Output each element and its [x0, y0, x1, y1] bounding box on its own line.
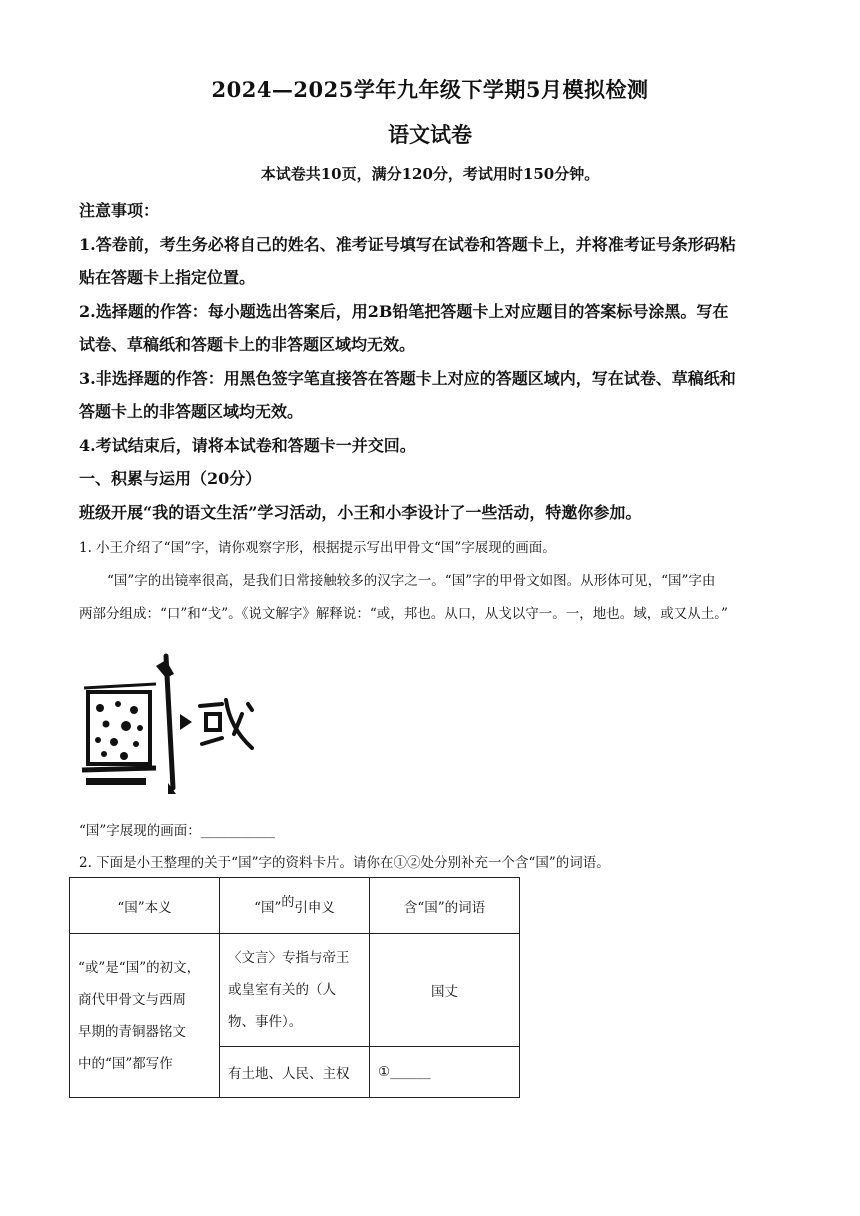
- extended-meaning-1-line-2: 或皇室有关的（人: [228, 982, 336, 998]
- original-meaning-line-3: 早期的青铜器铭文: [78, 1023, 186, 1040]
- header-extended-part-sup: 的: [281, 894, 295, 910]
- extended-meaning-1-line-3: 物、事件）。: [228, 1014, 303, 1030]
- header-original-meaning: “国”本义: [70, 878, 220, 934]
- exam-subtitle: 语文试卷: [388, 122, 472, 147]
- activity-intro: 班级开展“我的语文生活”学习活动，小王和小李设计了一些活动，特邀你参加。: [79, 503, 642, 522]
- original-meaning-cell: [70, 934, 220, 1098]
- question-1-answer-label: “国”字展现的画面：___________: [79, 823, 276, 839]
- original-meaning-line-1: “或”是“国”的初文，: [78, 959, 201, 976]
- exam-title: 2024—2025学年九年级下学期5月模拟检测: [211, 77, 649, 102]
- notice-item-1-line-2: 贴在答题卡上指定位置。: [79, 268, 256, 287]
- notice-item-1-line-1: 1.答卷前，考生务必将自己的姓名、准考证号填写在试卷和答题卡上，并将准考证号条形码粘: [79, 235, 736, 254]
- notice-item-2-line-2: 试卷、草稿纸和答题卡上的非答题区域均无效。: [79, 335, 416, 354]
- question-2-prompt: 2. 下面是小王整理的关于“国”字的资料卡片。请你在①②处分别补充一个含“国”的词语。: [79, 855, 610, 871]
- guo-info-card-table: [69, 877, 520, 1098]
- section-1-heading: 一、积累与运用（20分）: [79, 469, 262, 488]
- extended-meaning-1-line-1: 〈文言〉专指与帝王: [228, 950, 350, 966]
- header-extended-meaning: [220, 878, 370, 934]
- notice-item-3-line-2: 答题卡上的非答题区域均无效。: [79, 402, 304, 421]
- header-extended-part-b: 引申义: [294, 899, 335, 916]
- table-header-row: [70, 878, 520, 934]
- header-extended-part-a: “国”: [254, 899, 282, 916]
- header-related-words: 含“国”的词语: [370, 878, 520, 934]
- exam-intro: 本试卷共10页，满分120分，考试用时150分钟。: [260, 165, 600, 183]
- notice-item-3-line-1: 3.非选择题的作答：用黑色签字笔直接答在答题卡上对应的答题区域内，写在试卷、草稿纸和: [79, 369, 736, 388]
- oracle-bone-guo-figure: [76, 648, 266, 796]
- question-1-paragraph-line-2: 两部分组成：“口”和“戈”。《说文解字》解释说：“或，邦也。从口，从戈以守一。一，地也。域，或又从土。”: [79, 606, 728, 622]
- original-meaning-line-4: 中的“国”都写作: [78, 1055, 173, 1072]
- notice-heading: 注意事项：: [79, 201, 160, 220]
- extended-meaning-cell-2: 有土地、人民、主权: [220, 1047, 370, 1098]
- word-cell-1: 国丈: [370, 934, 520, 1047]
- original-meaning-line-2: 商代甲骨文与西周: [78, 991, 186, 1008]
- question-1-prompt: 1. 小王介绍了“国”字，请你观察字形，根据提示写出甲骨文“国”字展现的画面。: [79, 540, 556, 556]
- notice-item-4: 4.考试结束后，请将本试卷和答题卡一并交回。: [79, 436, 416, 455]
- word-cell-2-blank: ①______: [370, 1047, 520, 1098]
- notice-item-2-line-1: 2.选择题的作答：每小题选出答案后，用2B铅笔把答题卡上对应题目的答案标号涂黑。写在: [79, 302, 729, 321]
- table-row: [70, 934, 520, 1047]
- extended-meaning-cell-1: [220, 934, 370, 1047]
- question-1-paragraph-line-1: “国”字的出镜率很高，是我们日常接触较多的汉字之一。“国”字的甲骨文如图。从形体可见，“国”字由: [107, 573, 716, 589]
